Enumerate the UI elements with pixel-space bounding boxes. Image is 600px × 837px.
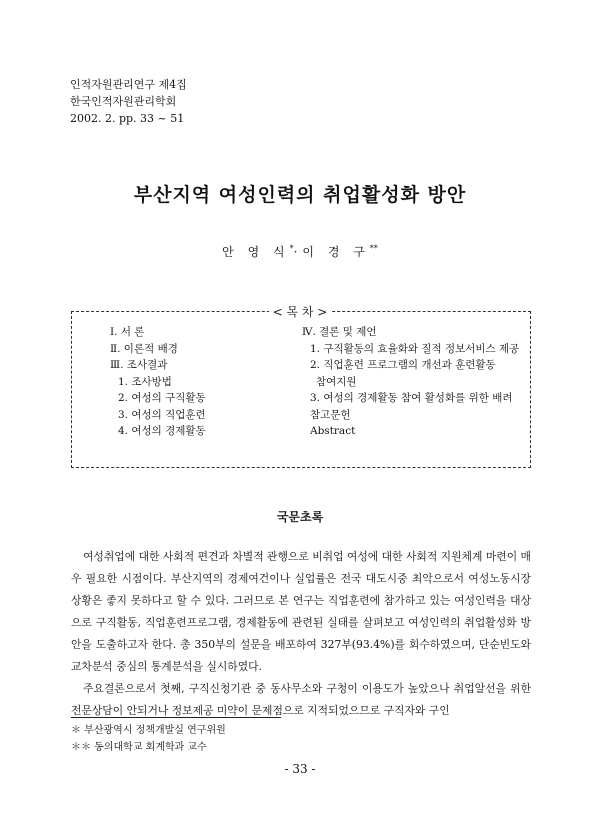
author-2-mark: ** xyxy=(369,244,378,253)
toc-item: 2. 여성의 구직활동 xyxy=(118,392,206,404)
toc-item: 3. 여성의 직업훈련 xyxy=(118,408,206,421)
paper-title: 부산지역 여성인력의 취업활성화 방안 xyxy=(133,184,467,206)
toc-heading xyxy=(0,303,600,320)
abstract-body xyxy=(71,546,531,722)
toc-item: Ⅰ. 서 론 xyxy=(110,326,145,338)
toc-item: Ⅲ. 조사결과 xyxy=(110,359,168,371)
toc-item: Abstract xyxy=(310,425,356,437)
toc-item: 1. 조사방법 xyxy=(118,375,172,388)
footnotes xyxy=(71,722,226,756)
table-of-contents xyxy=(71,311,531,468)
abstract-paragraph: 주요결론으로서 첫째, 구직신청기관 중 동사무소와 구청이 이용도가 높았으나 취업알선을 위한 전문상담이 안되거나 정보제공 미약이 문제점으로 지적되었으므로 구직자와 구인 xyxy=(71,682,531,717)
page-number: - 33 - xyxy=(284,762,316,776)
author-separator: · xyxy=(293,245,303,259)
abstract-title: 국문초록 xyxy=(276,510,324,524)
author-1-mark: * xyxy=(289,244,294,253)
toc-item: 참고문헌 xyxy=(310,408,351,421)
footnote-divider xyxy=(71,717,281,718)
journal-header xyxy=(70,76,187,127)
footnote-2: ＊＊ 동의대학교 회계학과 교수 xyxy=(71,742,207,753)
society-name: 한국인적자원관리학회 xyxy=(70,95,177,108)
authors-line xyxy=(0,243,600,260)
abstract-paragraph: 여성취업에 대한 사회적 편견과 차별적 관행으로 비취업 여성에 대한 사회적 지원체계 마련이 매우 필요한 시점이다. 부산지역의 경제여건이나 실업률은 전국 대도시중 최악으로서 여성노동시장 상황은 좋지 못하다고 할 수 있다. 그러므로 본 연구는 직업훈련에 참가하고 있는 여성인력을 대상으로 구직활동, 직업훈련프로그램, 경제활동에 관련된 실태를 살펴보고 여성인력의 취업활성화 방안을 도출하고자 한다. 총 350부의 설문을 배포하여 327부(93.4%)를 회수하였으며, 단순빈도와 교차분석 중심의 통계분석을 실시하였다. xyxy=(71,550,531,673)
footnote-1: ＊ 부산광역시 정책개발실 연구위원 xyxy=(71,725,226,736)
author-2: 이 경 구 xyxy=(302,245,370,259)
toc-item: 4. 여성의 경제활동 xyxy=(118,425,206,437)
toc-item: Ⅱ. 이론적 배경 xyxy=(110,342,178,355)
toc-item: 참여지원 xyxy=(316,375,357,388)
toc-item: 2. 직업훈련 프로그램의 개선과 훈련활동 xyxy=(310,359,496,371)
toc-item: 1. 구직활동의 효율화와 질적 정보서비스 제공 xyxy=(310,342,520,355)
toc-item: Ⅳ. 결론 및 제언 xyxy=(302,326,377,338)
toc-left-column xyxy=(110,324,206,440)
toc-heading-label: < 목 차 > xyxy=(269,305,332,319)
journal-name: 인적자원관리연구 제4집 xyxy=(70,78,187,91)
author-1: 안 영 식 xyxy=(222,245,290,259)
toc-item: 3. 여성의 경제활동 참여 활성화를 위한 배려 xyxy=(310,392,513,404)
toc-right-column xyxy=(302,324,519,440)
issue-pages: 2002. 2. pp. 33 ~ 51 xyxy=(70,112,185,125)
